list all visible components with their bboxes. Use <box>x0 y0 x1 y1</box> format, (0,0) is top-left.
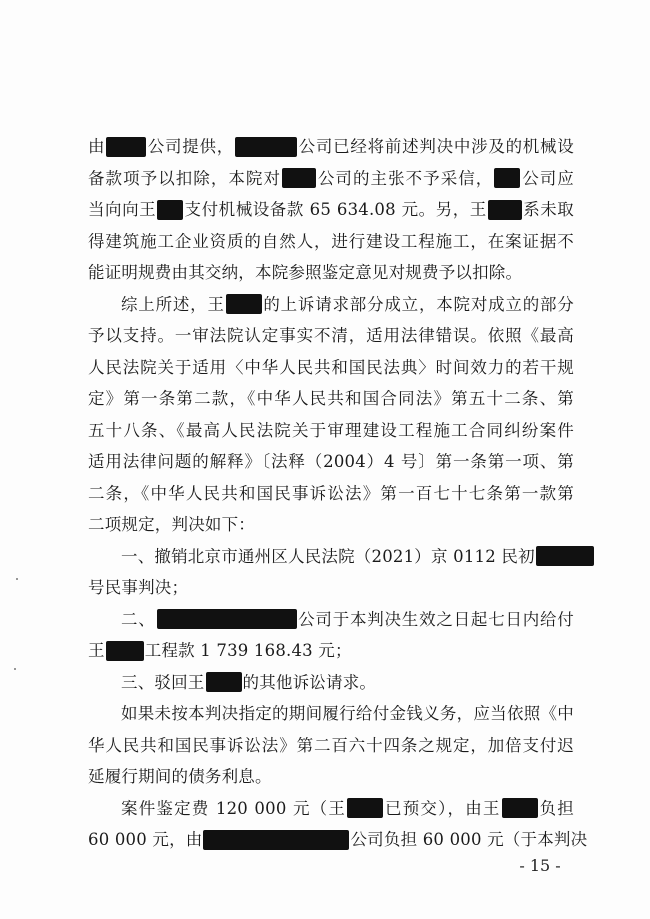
text-line: 五十八条、《最高人民法院关于审理建设工程施工合同纠纷案件 <box>88 420 574 440</box>
text-line <box>88 793 574 825</box>
redaction-block <box>106 641 144 661</box>
judgment-body <box>88 131 588 856</box>
text-segment: 一、撤销北京市通州区人民法院（2021）京 0112 民初 <box>121 546 535 566</box>
redaction-block <box>226 294 262 314</box>
redaction-block <box>106 137 146 157</box>
text-line <box>88 667 574 699</box>
text-line <box>88 131 574 163</box>
text-segment: 的其他诉讼请求。 <box>242 672 377 692</box>
text-segment: 当向向王 <box>88 200 157 219</box>
scan-speck <box>16 578 18 580</box>
text-segment: 备款项予以扣除，本院对 <box>88 168 282 188</box>
text-line: 二条，《中华人民共和国民事诉讼法》第一百七十七条第一款第 <box>88 483 574 503</box>
text-segment: 60 000 元，由 <box>88 830 203 849</box>
redaction-block <box>347 798 383 818</box>
text-segment: 公司于本判决生效之日起七日内给付 <box>297 609 574 629</box>
text-line: 华人民共和国民事诉讼法》第二百六十四条之规定，加倍支付迟 <box>88 735 574 755</box>
text-segment: 公司负担 60 000 元（于本判决 <box>350 830 588 849</box>
redaction-block <box>157 200 183 220</box>
text-segment: 公司的主张不予采信， <box>317 168 494 188</box>
text-line: 得建筑施工企业资质的自然人，进行建设工程施工，在案证据不 <box>88 231 574 251</box>
redaction-block <box>203 830 349 850</box>
text-segment: 二、 <box>121 609 156 629</box>
text-segment: 的上诉请求部分成立，本院对成立的部分 <box>262 294 574 314</box>
redaction-block <box>502 798 538 818</box>
text-segment: 案件鉴定费 120 000 元（王 <box>121 798 347 818</box>
text-segment: 已预交），由王 <box>384 798 501 818</box>
text-segment: 由 <box>88 137 106 156</box>
text-line <box>88 163 574 195</box>
text-segment: 公司提供， <box>147 137 235 156</box>
text-segment: 负担 <box>538 798 575 818</box>
text-line <box>88 541 574 573</box>
redaction-block <box>235 137 297 157</box>
text-segment: 支付机械设备款 65 634.08 元。另，王 <box>184 200 487 219</box>
redaction-block <box>282 168 316 188</box>
text-line: 适用法律问题的解释》〔法释（2004）4 号〕第一条第一项、第 <box>88 452 574 471</box>
text-line: 定》第一条第二款，《中华人民共和国合同法》第五十二条、第 <box>88 389 574 408</box>
text-line <box>88 635 574 667</box>
text-line <box>88 824 588 856</box>
redaction-block <box>488 200 522 220</box>
text-segment: 王 <box>88 641 105 660</box>
text-line: 人民法院关于适用〈中华人民共和国民法典〉时间效力的若干规 <box>88 357 574 377</box>
redaction-block <box>494 168 520 188</box>
scan-speck <box>14 668 16 670</box>
text-line <box>88 194 574 226</box>
redaction-block <box>157 609 297 629</box>
text-segment: 综上所述，王 <box>121 294 225 314</box>
text-segment: 系未取 <box>522 200 574 219</box>
text-line <box>88 604 574 636</box>
text-line: 能证明规费由其交纳，本院参照鉴定意见对规费予以扣除。 <box>88 263 523 282</box>
text-line: 二项规定，判决如下： <box>88 515 255 534</box>
redaction-block <box>206 672 242 692</box>
text-line: 予以支持。一审法院认定事实不清，适用法律错误。依照《最高 <box>88 326 574 345</box>
text-line: 号民事判决； <box>88 578 189 597</box>
page-number: - 15 - <box>519 856 561 875</box>
text-segment: 工程款 1 739 168.43 元； <box>144 641 352 660</box>
text-line: 如果未按本判决指定的期间履行给付金钱义务，应当依照《中 <box>121 704 574 723</box>
text-line: 延履行期间的债务利息。 <box>88 767 272 786</box>
text-line <box>88 289 574 321</box>
text-segment: 公司应 <box>521 168 575 188</box>
text-segment: 三、驳回王 <box>121 672 205 692</box>
text-segment: 公司已经将前述判决中涉及的机械设 <box>298 137 575 156</box>
redaction-block <box>536 546 594 566</box>
